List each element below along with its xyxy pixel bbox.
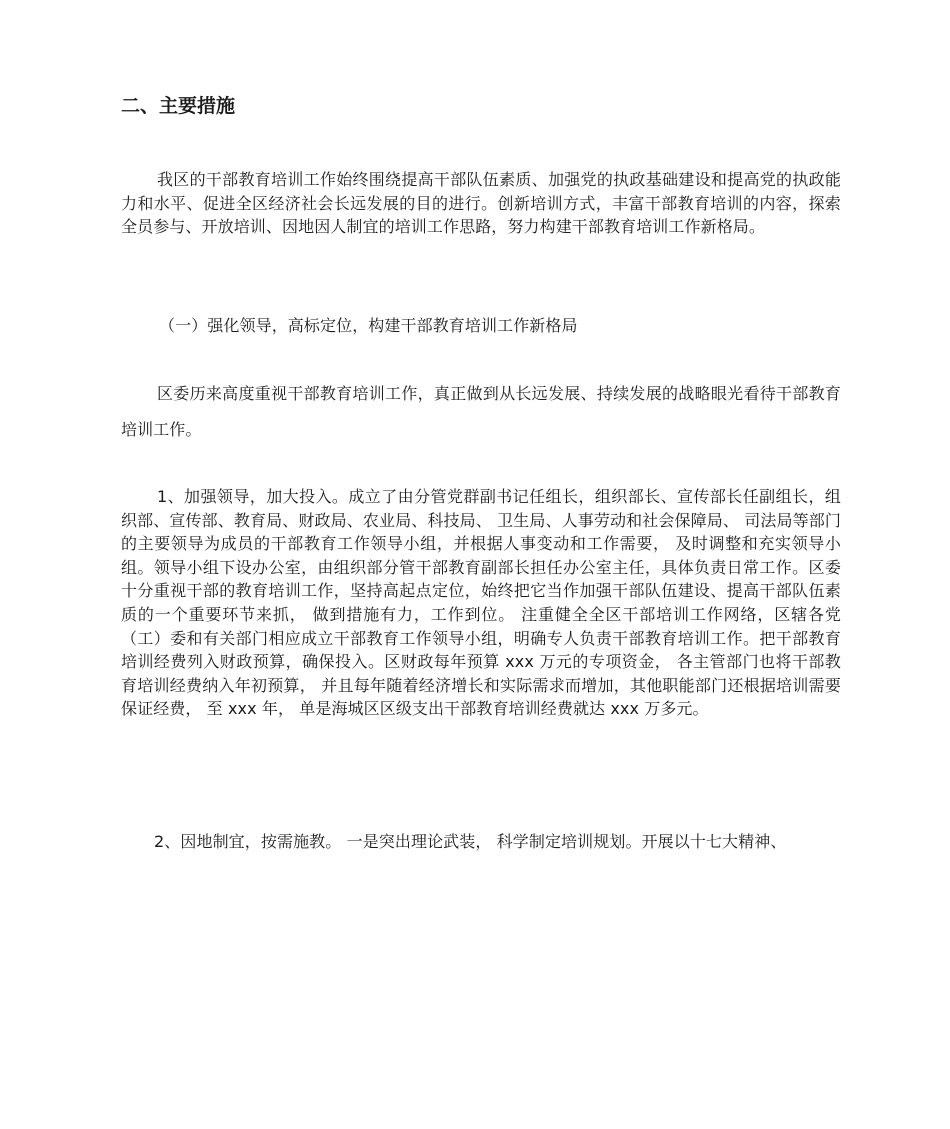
item-1-paragraph: 1、加强领导，加大投入。成立了由分管党群副书记任组长，组织部长、宣传部长任副组长，组织部、宣传部、教育局、财政局、农业局、科技局、 卫生局、人事劳动和社会保障局、 司法局等部门的主要领导为成员的干部教育工作领导小组，并根据人事变动和工作需要， 及时调整和充实领导小组。领导小组下设办公室，由组织部分管干部教育副部长担任办公室主任，具体负责日常工作。区委十分重视干部的教育培训工作，坚持高起点定位，始终把它当作加强干部队伍建设、提高干部队伍素质的一个重要环节来抓， 做到措施有力，工作到位。 注重健全全区干部培训工作网络，区辖各党（工）委和有关部门相应成立干部教育工作领导小组，明确专人负责干部教育培训工作。把干部教育培训经费列入财政预算，确保投入。区财政每年预算 xxx 万元的专项资金， 各主管部门也将干部教育培训经费纳入年初预算， 并且每年随着经济增长和实际需求而增加，其他职能部门还根据培训需要保证经费， 至 xxx 年， 单是海城区区级支出干部教育培训经费就达 xxx 万多元。 [121,487,841,719]
item-2-paragraph: 2、因地制宜，按需施教。 一是突出理论武装， 科学制定培训规划。开展以十七大精神、 [154,832,787,851]
section-heading: 二、主要措施 [121,95,236,117]
subsection-heading: （一）强化领导，高标定位，构建干部教育培训工作新格局 [159,316,578,335]
intro-paragraph: 我区的干部教育培训工作始终围绕提高干部队伍素质、加强党的执政基础建设和提高党的执政能力和水平、促进全区经济社会长远发展的目的进行。创新培训方式，丰富干部教育培训的内容，探索全员参与、开放培训、因地因人制宜的培训工作思路，努力构建干部教育培训工作新格局。 [121,170,841,237]
subsection-intro-paragraph: 区委历来高度重视干部教育培训工作，真正做到从长远发展、持续发展的战略眼光看待干部教育培训工作。 [121,384,841,439]
